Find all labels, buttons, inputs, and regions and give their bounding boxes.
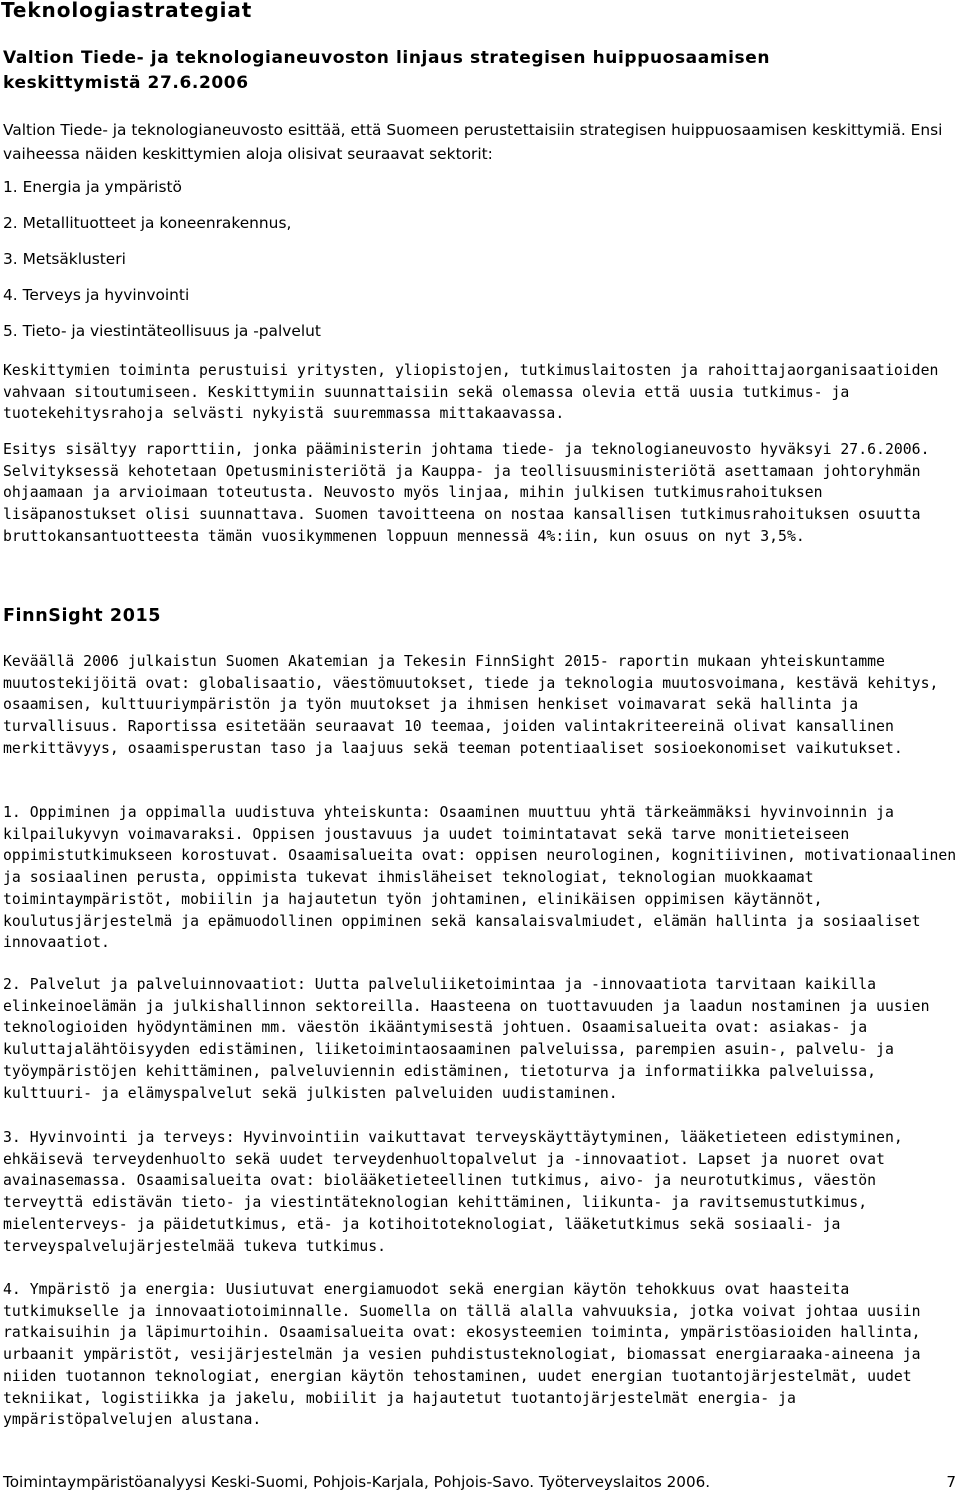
list-item: 5. Tieto- ja viestintäteollisuus ja -palvelut [3,322,321,340]
list-item: 2. Metallituotteet ja koneenrakennus, [3,214,292,232]
theme-paragraph: 1. Oppiminen ja oppimalla uudistuva yhteiskunta: Osaaminen muuttuu yhtä tärkeämmäksi hyvinvoinnin ja kilpailukyvyn voimavaraksi. Oppisen joustavuus ja uudet toimintatavat sekä tarve monitieteiseen oppimistutkimukseen korostuvat. Osaamisalueita ovat: oppisen neurologinen, kognitiivinen, motivationaalinen ja sosiaalinen perusta, oppimista tukevat ihmisläheiset teknologiat, teknologian muokkaamat toimintaympäristöt, mobiilin ja hajautetun työn johtaminen, elinikäisen oppimisen käytännöt, koulutusjärjestelmä ja epämuodollinen oppiminen sekä kansalaisvalmiudet, elämän hallinta ja sosiaaliset innovaatiot. [3,804,957,952]
report-paragraph: Esitys sisältyy raporttiin, jonka pääministerin johtama tiede- ja teknologianeuvosto hyväksyi 27.6.2006. Selvityksessä kehotetaan Opetusministeriötä ja Kauppa- ja teollisuusministeriötä asettamaan johtoryhmän ohjaamaan ja arvioimaan toteutusta. Neuvosto myös linjaa, mihin julkisen tutkimusrahoituksen lisäpanostukset olisi suunnattava. Suomen tavoitteena on nostaa kansallisen tutkimusrahoituksen osuutta bruttokansantuotteesta tämän vuosikymmenen loppuun mennessä 4%:iin, kun osuus on nyt 3,5%. [3,441,930,545]
finnsight-paragraph: Keväällä 2006 julkaistun Suomen Akatemian ja Tekesin FinnSight 2015- raportin mukaan yhteiskuntamme muutostekijöitä ovat: globalisaatio, väestömuutokset, tiede ja teknologia muutosvoimana, kestävä kehitys, osaamisen, kulttuuriympäristön ja työn muutokset ja ihmisen henkiset voimavarat sekä hallinta ja turvallisuus. Raportissa esitetään seuraavat 10 teemaa, joiden valintakriteereinä olivat kansallinen merkittävyys, osaamisperustan taso ja laajuus sekä teeman potentiaaliset sosioekonomiset vaikutukset. [3,653,939,757]
section-subtitle: Valtion Tiede- ja teknologianeuvoston linjaus strategisen huippuosaamisen keskittymistä 27.6.2006 [3,48,771,93]
clusters-paragraph: Keskittymien toiminta perustuisi yritysten, yliopistojen, tutkimuslaitosten ja rahoittajaorganisaatioiden vahvaan sitoutumiseen. Keskittymiin suunnattaisiin sekä olemassa olevia että uusia tutkimus- ja tuotekehitysrahoja selvästi nykyistä suuremmassa mittakaavassa. [3,362,939,423]
sector-list [3,178,321,358]
page-number: 7 [946,1473,956,1491]
list-item: 3. Metsäklusteri [3,250,126,268]
footer-source: Toimintaympäristöanalyysi Keski-Suomi, Pohjois-Karjala, Pohjois-Savo. Työterveyslaitos 2006. [3,1473,711,1491]
section-heading-finnsight: FinnSight 2015 [3,606,162,626]
list-item: 4. Terveys ja hyvinvointi [3,286,190,304]
theme-paragraph: 4. Ympäristö ja energia: Uusiutuvat energiamuodot sekä energian käytön tehokkuus ovat haasteita tutkimukselle ja innovaatiotoiminnalle. Suomella on tällä alalla vahvuuksia, jotka voivat johtaa uusiin ratkaisuihin ja läpimurtoihin. Osaamisalueita ovat: ekosysteemien toiminta, ympäristöasioiden hallinta, urbaanit ympäristöt, vesijärjestelmän ja vesien puhdistusteknologiat, biomassat energiaraaka-aineena ja niiden tuotannon teknologiat, energian käytön tehostaminen, uudet energian tuotantojärjestelmät, uudet tekniikat, logistiikka ja jakelu, mobiilit ja hajautetut tuotantojärjestelmät energia- ja ympäristöpalvelujen alustana. [3,1281,921,1429]
theme-paragraph: 2. Palvelut ja palveluinnovaatiot: Uutta palveluliiketoimintaa ja -innovaatiota tarvitaan kaikilla elinkeinoelämän ja julkishallinnon sektoreilla. Haasteena on tuottavuuden ja laadun nostaminen ja uusien teknologioiden hyödyntäminen mm. väestön ikääntymisestä johtuen. Osaamisalueita ovat: asiakas- ja kuluttajalähtöisyyden edistäminen, liiketoimintaosaaminen palveluissa, parempien asuin-, palvelu- ja työympäristöjen kehittäminen, palveluviennin edistäminen, tietoturva ja informatiikka palveluissa, kulttuuri- ja elämyspalvelut sekä julkisten palveluiden uudistaminen. [3,976,930,1102]
page-footer [3,1473,958,1491]
intro-paragraph: Valtion Tiede- ja teknologianeuvosto esittää, että Suomeen perustettaisiin strategisen huippuosaamisen keskittymiä. Ensi vaiheessa näiden keskittymien aloja olisivat seuraavat sektorit: [3,121,943,163]
page-title: Teknologiastrategiat [1,0,253,22]
list-item: 1. Energia ja ympäristö [3,178,182,196]
theme-paragraph: 3. Hyvinvointi ja terveys: Hyvinvointiin vaikuttavat terveyskäyttäytyminen, lääketieteen edistyminen, ehkäisevä terveydenhuolto sekä uudet terveydenhuoltopalvelut ja -innovaatiot. Lapset ja nuoret ovat avainasemassa. Osaamisalueita ovat: biolääketieteellinen tutkimus, aivo- ja neurotutkimus, väestön terveyttä edistävän tieto- ja viestintäteknologian kehittäminen, liikunta- ja ravitsemustutkimus, mielenterveys- ja päidetutkimus, etä- ja kotihoitoteknologiat, lääketutkimus sekä sosiaali- ja terveyspalvelujärjestelmää tukeva tutkimus. [3,1129,903,1255]
